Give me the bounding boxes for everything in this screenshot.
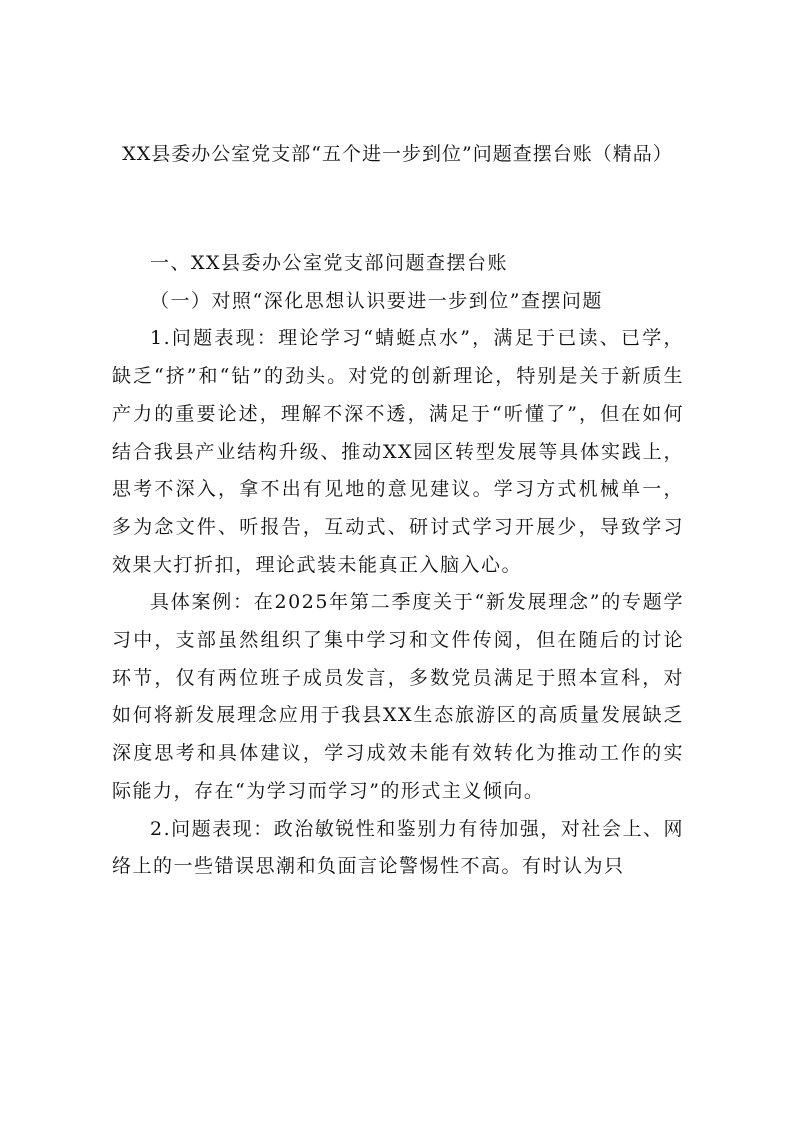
document-title: XX县委办公室党支部“五个进一步到位”问题查摆台账（精品） <box>122 143 673 165</box>
paragraph-problem-1: 1.问题表现：理论学习“蜻蜓点水”，满足于已读、已学，缺乏“挤”和“钻”的劲头。对党的创新理论，特别是关于新质生产力的重要论述，理解不深不透，满足于“听懂了”，但在如何结合我县产业结构升级、推动XX园区转型发展等具体实践上，思考不深入，拿不出有见地的意见建议。学习方式机械单一，多为念文件、听报告，互动式、研讨式学习开展少，导致学习效果大打折扣，理论武装未能真正入脑入心。 <box>112 327 684 576</box>
subsection-heading: （一）对照“深化思想认识要进一步到位”查摆问题 <box>150 289 603 312</box>
paragraph-case-1: 具体案例：在2025年第二季度关于“新发展理念”的专题学习中，支部虽然组织了集中学习和文件传阅，但在随后的讨论环节，仅有两位班子成员发言，多数党员满足于照本宣科，对如何将新发展理念应用于我县XX生态旅游区的高质量发展缺乏深度思考和具体建议，学习成效未能有效转化为推动工作的实际能力，存在“为学习而学习”的形式主义倾向。 <box>112 591 684 802</box>
section-heading: 一、XX县委办公室党支部问题查摆台账 <box>150 252 509 274</box>
paragraph-problem-2: 2.问题表现：政治敏锐性和鉴别力有待加强，对社会上、网络上的一些错误思潮和负面言论警惕性不高。有时认为只 <box>112 817 684 878</box>
document-body <box>112 245 684 886</box>
